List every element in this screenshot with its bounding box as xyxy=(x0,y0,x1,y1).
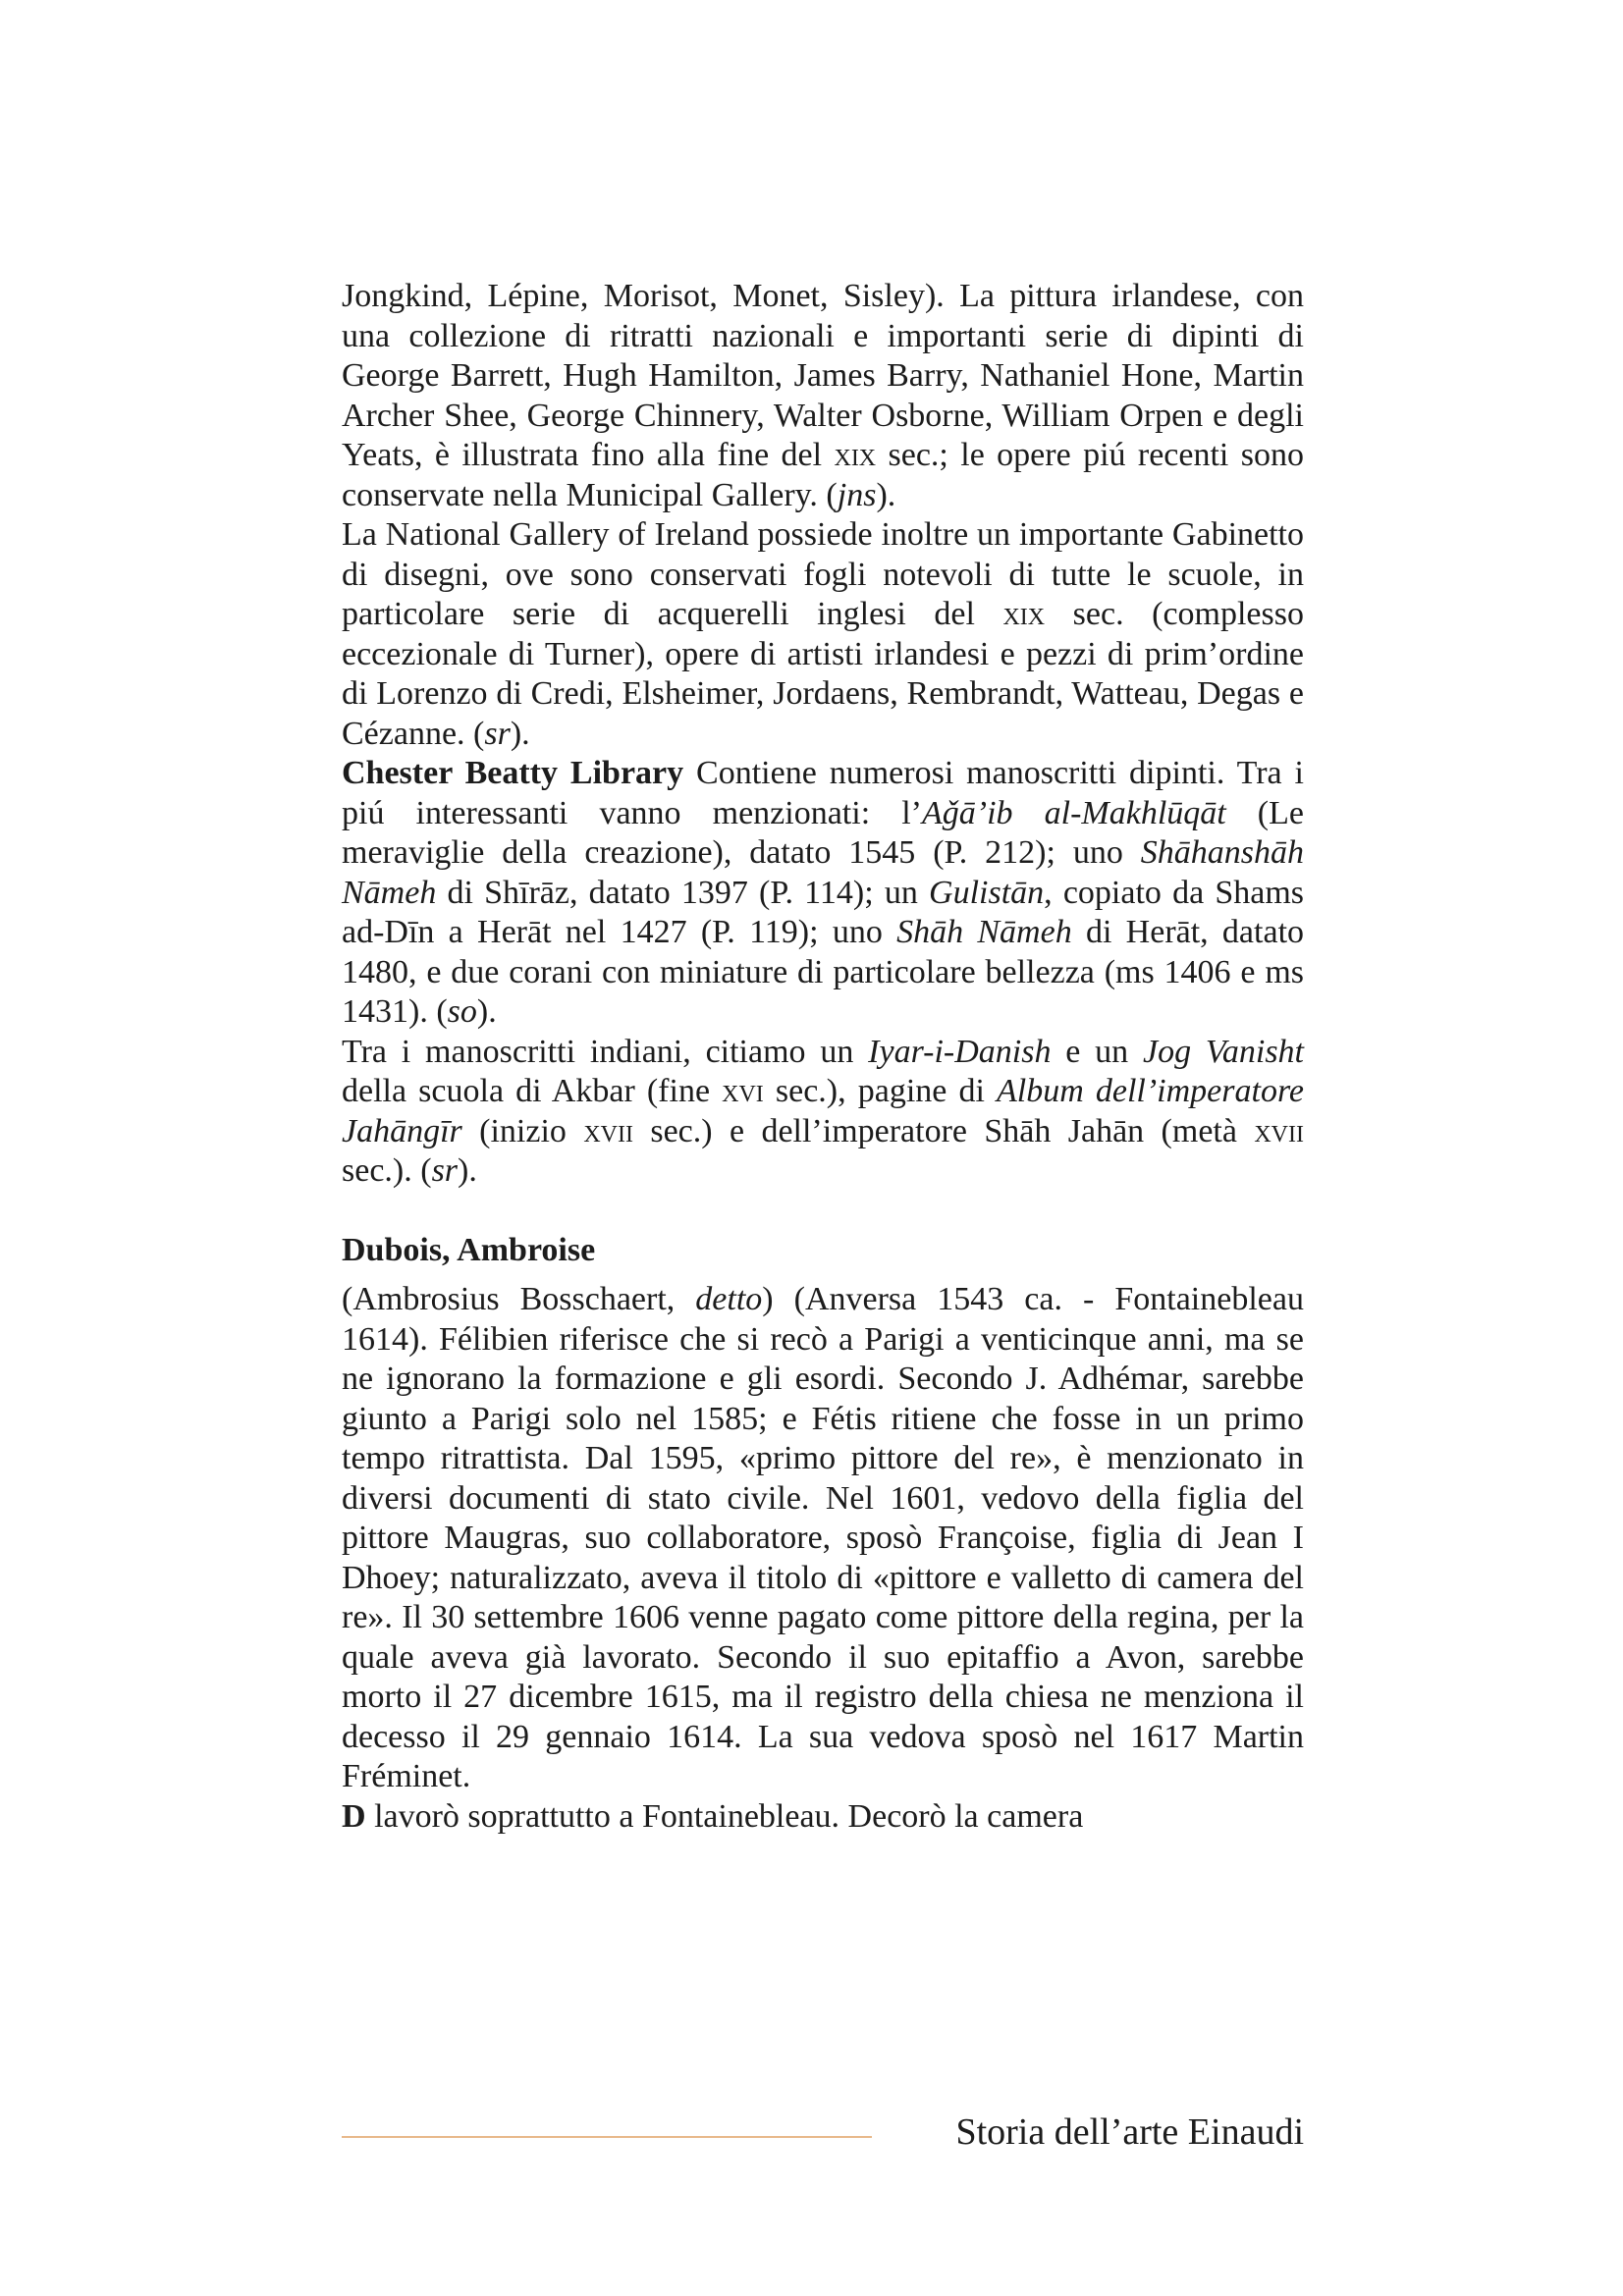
text-run: Tra i manoscritti indiani, citiamo un xyxy=(342,1033,869,1070)
paragraph-dubois-work xyxy=(342,1797,1304,1838)
text-run: lavorò soprattutto a Fontainebleau. Decorò la camera xyxy=(365,1797,1084,1835)
text-run: e un xyxy=(1051,1033,1143,1070)
text-run: La National Gallery of Ireland possiede inoltre un importante Gabinetto di disegni, ove sono conservati fogli notevoli di tutte le scuole, in particolare serie di acquerelli inglesi del xyxy=(342,516,1304,632)
footer-rule xyxy=(342,2136,872,2138)
text-run: sec.). ( xyxy=(342,1152,432,1189)
century-numeral: xvi xyxy=(722,1073,764,1109)
text-run: , copiato da Shams ad-Dīn a Herāt nel 1427 (P. 119); uno xyxy=(342,874,1305,950)
text-run: (Le meraviglie della creazione), datato 1545 (P. 212); uno xyxy=(342,794,1304,871)
text-run: ). xyxy=(876,476,896,513)
text-run: Jongkind, Lépine, Morisot, Monet, Sisley). La pittura irlandese, con una collezione di ritratti nazionali e importanti serie di dipinti di George Barrett, Hugh Hamilton, James Barry, Nathaniel Hone, Martin Archer Shee, George Chinnery, Walter Osborne, William Orpen e degli Yeats, è illustrata fino alla fine del xyxy=(342,278,1304,473)
text-run: sec.) e dell’imperatore Shāh Jahān (metà xyxy=(632,1112,1255,1149)
manuscript-title: Gulistān xyxy=(929,874,1045,911)
author-initials: jns xyxy=(837,476,877,513)
text-run: Contiene numerosi manoscritti dipinti. Tra i piú interessanti vanno menzionati: l’ xyxy=(342,755,1304,831)
paragraph-drawings-cabinet xyxy=(342,515,1304,754)
paragraph-chester-beatty xyxy=(342,754,1304,1033)
author-initials: so xyxy=(447,993,477,1030)
page-footer xyxy=(342,2101,1304,2160)
text-run: ). xyxy=(476,993,497,1030)
manuscript-title: Aǧā’ib al-Makhlūqāt xyxy=(922,794,1226,831)
entry-heading: Dubois, Ambroise xyxy=(342,1231,596,1268)
century-numeral: xix xyxy=(834,437,877,473)
author-initials: sr xyxy=(484,715,511,752)
text-run: (Ambrosius Bosschaert, xyxy=(342,1281,696,1317)
paragraph-irish-painting xyxy=(342,277,1304,515)
text-run: (inizio xyxy=(461,1112,584,1149)
paragraph-dubois-bio xyxy=(342,1280,1304,1797)
century-numeral: xix xyxy=(1002,596,1046,632)
text-run: di Herāt, datato 1480, e due corani con miniature di particolare bellezza (ms 1406 e ms 1431). ( xyxy=(342,914,1305,1030)
author-initials: sr xyxy=(431,1152,459,1189)
italic-term: detto xyxy=(695,1281,763,1317)
footer-title: Storia dell’arte Einaudi xyxy=(955,2111,1304,2153)
text-run: ) (Anversa 1543 ca. - Fontainebleau 1614). Félibien riferisce che si recò a Parigi a venticinque anni, ma se ne ignorano la formazione e gli esordi. Secondo J. Adhémar, sarebbe giunto a Parigi solo nel 1585; e Fétis ritiene che fosse in un primo tempo ritrattista. Dal 1595, «primo pittore del re», è menzionato in diversi documenti di stato civile. Nel 1601, vedovo della figlia del pittore Maugras, suo collaboratore, sposò Françoise, figlia di Jean I Dhoey; naturalizzato, aveva il titolo di «pittore e valletto di camera del re». Il 30 settembre 1606 venne pagato come pittore della regina, per la quale aveva già lavorato. Secondo il suo epitaffio a Avon, sarebbe morto il 27 dicembre 1615, ma il registro della chiesa ne menziona il decesso il 29 gennaio 1614. La sua vedova sposò nel 1617 Martin Fréminet. xyxy=(342,1281,1304,1794)
manuscript-title: Iyar-i-Danish xyxy=(868,1033,1052,1070)
text-run: di Shīrāz, datato 1397 (P. 114); un xyxy=(436,874,930,911)
manuscript-title: Shāh Nāmeh xyxy=(896,914,1072,950)
century-numeral: xvii xyxy=(1254,1112,1304,1149)
text-run: ). xyxy=(510,715,530,752)
section-label: Chester Beatty Library xyxy=(342,755,684,791)
text-run: sec. (complesso eccezionale di Turner), opere di artisti irlandesi e pezzi di prim’ordine di Lorenzo di Credi, Elsheimer, Jordaens, Rembrandt, Watteau, Degas e Cézanne. ( xyxy=(342,596,1304,752)
text-run: sec.), pagine di xyxy=(763,1073,997,1109)
manuscript-title: Jog Vanisht xyxy=(1142,1033,1305,1070)
paragraph-indian-manuscripts xyxy=(342,1033,1304,1192)
text-run: della scuola di Akbar (fine xyxy=(342,1073,723,1109)
century-numeral: xvii xyxy=(583,1112,633,1149)
manuscript-title: Album dell’imperatore Jahāngīr xyxy=(342,1073,1305,1149)
text-run: sec.; le opere piú recenti sono conservate nella Municipal Gallery. ( xyxy=(342,437,1304,513)
text-run: ). xyxy=(458,1152,477,1189)
manuscript-title: Shāhanshāh Nāmeh xyxy=(342,834,1304,911)
main-text xyxy=(342,277,1304,1837)
entry-initial: D xyxy=(342,1797,366,1835)
